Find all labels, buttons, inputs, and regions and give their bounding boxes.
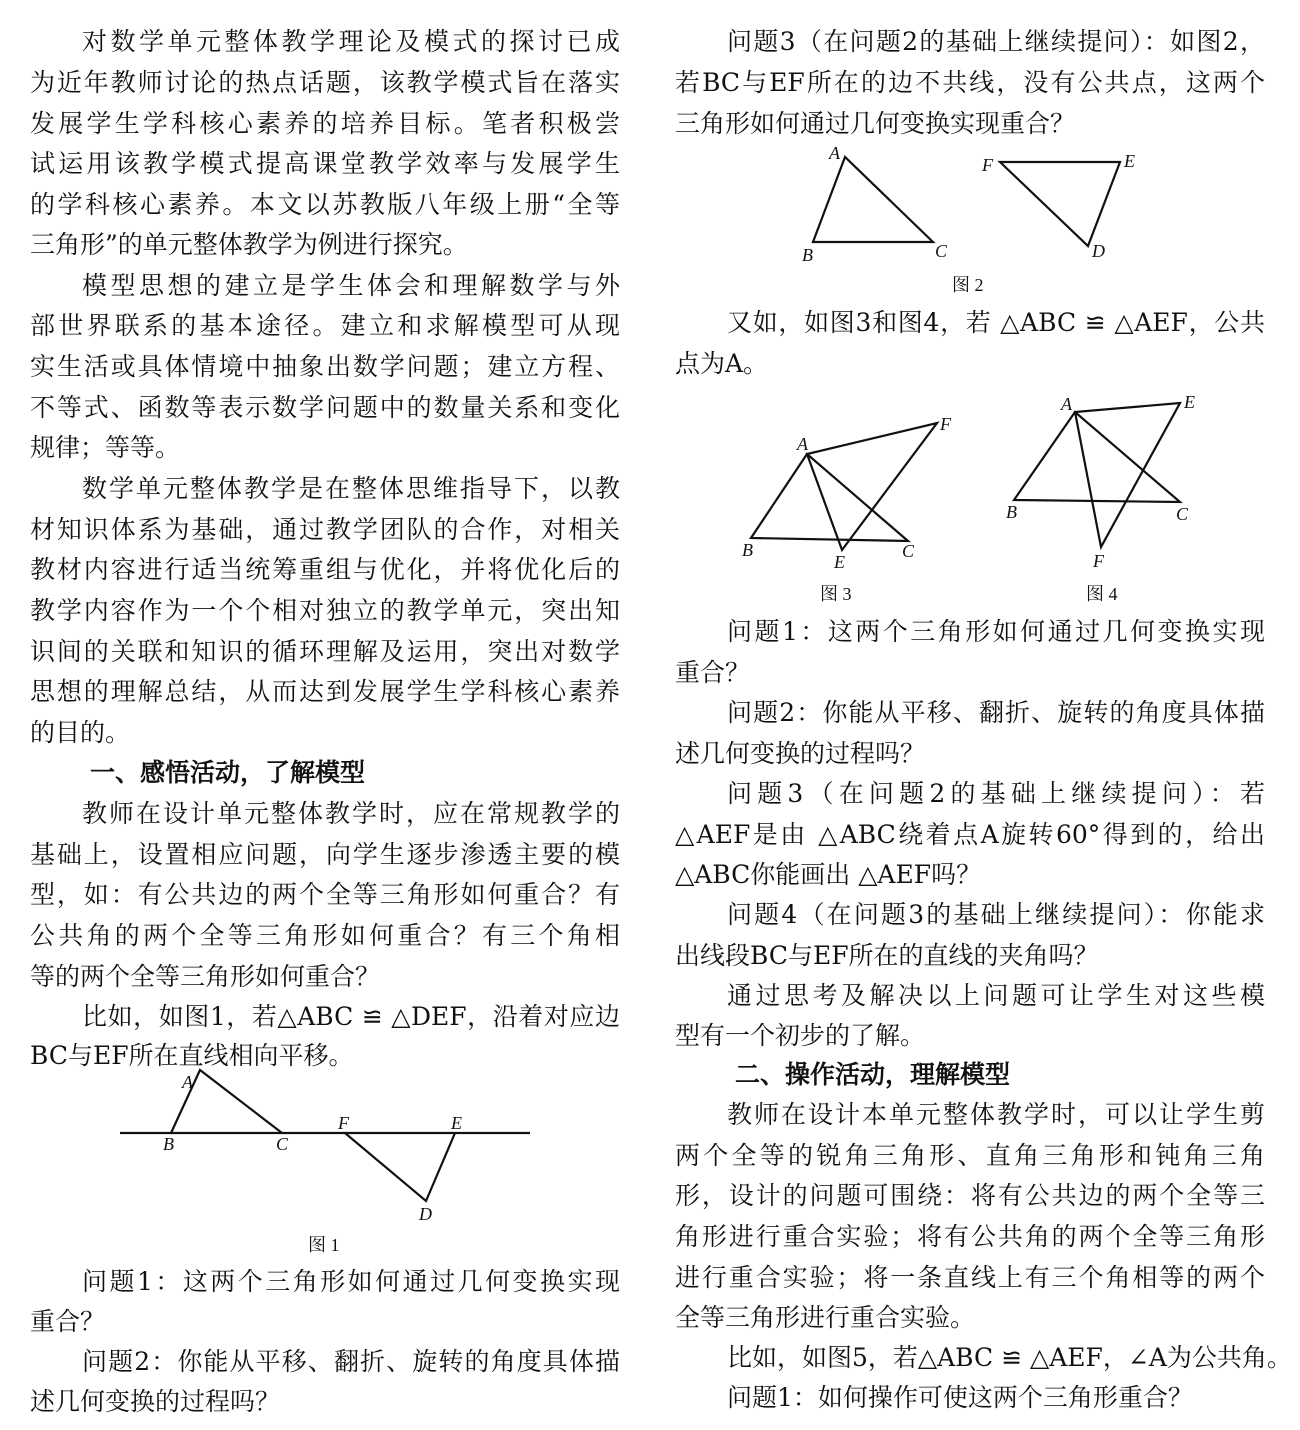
label-c: C <box>902 541 915 561</box>
text-line: 部世界联系的基本途径。建立和求解模型可从现 <box>30 311 620 340</box>
text-line: △AEF是由 △ABC绕着点A旋转60°得到的，给出 <box>675 820 1265 849</box>
text-line: 的目的。 <box>30 718 131 747</box>
text-line: 形，设计的问题可围绕：将有公共边的两个全等三 <box>675 1181 1265 1210</box>
text-line: 为近年教师讨论的热点话题，该教学模式旨在落实 <box>30 68 620 97</box>
text-line: 点为A。 <box>675 349 769 378</box>
text-line: 数学单元整体教学是在整体思维指导下，以教 <box>82 474 620 503</box>
text-line: 教学内容作为一个个相对独立的教学单元，突出知 <box>30 596 620 625</box>
text-line: 进行重合实验；将一条直线上有三个角相等的两个 <box>675 1263 1265 1292</box>
triangle-def <box>1000 162 1120 246</box>
text-line: 两个全等的锐角三角形、直角三角形和钝角三角 <box>675 1141 1265 1170</box>
text-line: 实生活或具体情境中抽象出数学问题；建立方程、 <box>30 352 620 381</box>
text-line: 教师在设计单元整体教学时，应在常规教学的 <box>82 799 620 828</box>
text-line: 等的两个全等三角形如何重合？ <box>30 962 381 991</box>
figure-caption: 图 2 <box>952 275 984 295</box>
text-line: 若BC与EF所在的边不共线，没有公共点，这两个 <box>675 68 1265 97</box>
figure-caption: 图 1 <box>308 1235 340 1255</box>
text-line: 问题2：你能从平移、翻折、旋转的角度具体描 <box>727 698 1265 727</box>
text-line: 模型思想的建立是学生体会和理解数学与外 <box>82 271 620 300</box>
triangle-abc <box>751 454 908 541</box>
label-a: A <box>829 143 840 163</box>
text-line: 教材内容进行适当统筹重组与优化，并将优化后的 <box>30 555 620 584</box>
text-line: 发展学生学科核心素养的培养目标。笔者积极尝 <box>30 109 620 138</box>
label-f: F <box>338 1113 349 1133</box>
triangle-abc <box>813 157 933 242</box>
text-line: 重合？ <box>675 658 751 687</box>
label-a: A <box>182 1072 193 1092</box>
label-f: F <box>1093 551 1104 571</box>
text-line: 型有一个初步的了解。 <box>675 1021 926 1050</box>
text-line: 型，如：有公共边的两个全等三角形如何重合？有 <box>30 880 620 909</box>
text-line: 三角形如何通过几何变换实现重合？ <box>675 109 1076 138</box>
label-b: B <box>163 1134 174 1154</box>
text-line: 教师在设计本单元整体教学时，可以让学生剪 <box>727 1100 1265 1129</box>
label-c: C <box>935 241 948 261</box>
text-line: 通过思考及解决以上问题可让学生对这些模 <box>727 981 1265 1010</box>
figure-3 <box>742 414 952 604</box>
label-d: D <box>419 1204 432 1224</box>
text-line: 问题3（在问题2的基础上继续提问）：如图2， <box>727 27 1265 56</box>
text-line: 问题1：这两个三角形如何通过几何变换实现 <box>727 617 1265 646</box>
label-e: E <box>1184 392 1195 412</box>
text-line: 问题4（在问题3的基础上继续提问）：你能求 <box>727 900 1265 929</box>
label-c: C <box>276 1134 289 1154</box>
triangle-abc <box>1014 412 1180 502</box>
label-f: F <box>940 414 951 434</box>
figure-caption: 图 3 <box>820 584 852 604</box>
label-e: E <box>451 1113 462 1133</box>
text-line: 公共角的两个全等三角形如何重合？有三个角相 <box>30 921 620 950</box>
text-line: 材知识体系为基础，通过教学团队的合作，对相关 <box>30 515 620 544</box>
section-heading: 二、操作活动，理解模型 <box>735 1060 1011 1089</box>
label-d: D <box>1092 241 1105 261</box>
label-c: C <box>1176 504 1189 524</box>
text-line: 对数学单元整体教学理论及模式的探讨已成 <box>82 27 620 56</box>
label-b: B <box>742 540 753 560</box>
label-e: E <box>1124 151 1135 171</box>
label-a: A <box>1061 394 1072 414</box>
text-line: △ABC你能画出 △AEF吗？ <box>675 860 982 889</box>
section-heading: 一、感悟活动，了解模型 <box>90 758 366 787</box>
text-line: 重合？ <box>30 1307 106 1336</box>
figure-4 <box>1006 392 1195 604</box>
label-a: A <box>797 434 808 454</box>
figure-caption: 图 4 <box>1086 584 1118 604</box>
label-f: F <box>982 155 993 175</box>
text-line: 的学科核心素养。本文以苏教版八年级上册“全等 <box>30 190 620 219</box>
text-line: 识间的关联和知识的循环理解及运用，突出对数学 <box>30 637 620 666</box>
text-line: 思想的理解总结，从而达到发展学生学科核心素养 <box>30 677 620 706</box>
text-line: 又如，如图3和图4，若 △ABC ≌ △AEF，公共 <box>727 308 1265 337</box>
text-line: 比如，如图1，若△ABC ≌ △DEF，沿着对应边 <box>82 1002 620 1031</box>
text-line: 问题3（在问题2的基础上继续提问）：若 <box>727 779 1265 808</box>
label-e: E <box>834 552 845 572</box>
text-line: 基础上，设置相应问题，向学生逐步渗透主要的模 <box>30 840 620 869</box>
text-line: 全等三角形进行重合实验。 <box>675 1303 976 1332</box>
figure-1 <box>120 1070 530 1255</box>
text-line: 述几何变换的过程吗？ <box>30 1387 281 1416</box>
text-line: 三角形”的单元整体教学为例进行探究。 <box>30 230 468 259</box>
text-line: 角形进行重合实验；将有公共角的两个全等三角形 <box>675 1222 1265 1251</box>
text-line: BC与EF所在直线相向平移。 <box>30 1041 354 1070</box>
triangle-def <box>345 1133 455 1201</box>
text-line: 述几何变换的过程吗？ <box>675 739 926 768</box>
text-line: 出线段BC与EF所在的直线的夹角吗？ <box>675 941 1099 970</box>
text-line: 问题2：你能从平移、翻折、旋转的角度具体描 <box>82 1347 620 1376</box>
text-line: 比如，如图5，若△ABC ≌ △AEF，∠A为公共角。 <box>727 1343 1292 1372</box>
figure-2 <box>802 143 1135 295</box>
text-line: 问题1：这两个三角形如何通过几何变换实现 <box>82 1267 620 1296</box>
text-line: 规律；等等。 <box>30 433 181 462</box>
label-b: B <box>802 245 813 265</box>
label-b: B <box>1006 502 1017 522</box>
text-line: 问题1：如何操作可使这两个三角形重合？ <box>727 1383 1193 1412</box>
text-line: 不等式、函数等表示数学问题中的数量关系和变化 <box>30 393 620 422</box>
triangle-aef <box>807 423 937 550</box>
text-line: 试运用该教学模式提高课堂教学效率与发展学生 <box>30 149 620 178</box>
